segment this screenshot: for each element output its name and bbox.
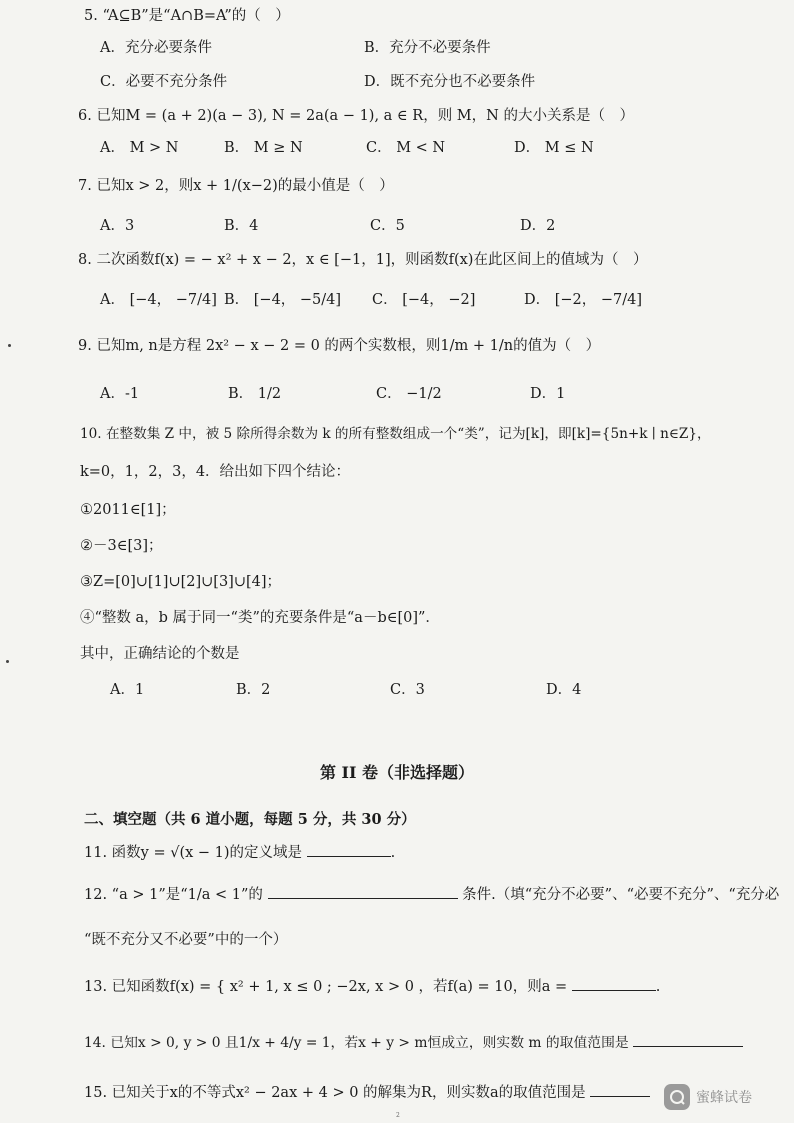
q15-answer-blank[interactable] bbox=[590, 1082, 650, 1097]
q6-option-c: C． M < N bbox=[366, 140, 446, 156]
q5-option-a: A．充分必要条件 bbox=[100, 40, 212, 56]
q11-answer-blank[interactable] bbox=[307, 842, 391, 857]
q7-stem: 7. 已知x > 2，则x + 1/(x−2)的最小值是（ ） bbox=[78, 178, 394, 194]
q8-option-c: C． [−4， −2] bbox=[372, 292, 476, 308]
q9-stem: 9. 已知m, n是方程 2x² − x − 2 = 0 的两个实数根，则1/m + 1/n的值为（ ） bbox=[78, 338, 601, 354]
q15-text: 15. 已知关于x的不等式x² − 2ax + 4 > 0 的解集为R，则实数a的取值范围是 bbox=[84, 1085, 586, 1101]
watermark bbox=[664, 1082, 774, 1112]
q10-stem-line2: k=0，1，2，3，4．给出如下四个结论： bbox=[80, 464, 351, 480]
q10-claim-4: ④“整数 a，b 属于同一“类”的充要条件是“a－b∈[0]”． bbox=[80, 610, 440, 626]
q7-option-c: C．5 bbox=[370, 218, 405, 234]
q7-option-d: D．2 bbox=[520, 218, 556, 234]
q7-option-a: A．3 bbox=[100, 218, 135, 234]
q12-row bbox=[84, 884, 779, 905]
q5-option-c: C．必要不充分条件 bbox=[100, 74, 228, 90]
q10-option-d: D．4 bbox=[546, 682, 582, 698]
q15-row bbox=[84, 1082, 650, 1103]
q7-option-b: B．4 bbox=[224, 218, 259, 234]
q10-claim-1: ①2011∈[1]； bbox=[80, 502, 176, 518]
page-number: 2 bbox=[396, 1112, 400, 1119]
q13-text: 13. 已知函数f(x) = { x² + 1, x ≤ 0 ; −2x, x > 0 ，若f(a) = 10，则a = bbox=[84, 979, 568, 995]
q13-answer-blank[interactable] bbox=[572, 976, 656, 991]
q10-stem-line1: 10. 在整数集 Z 中，被 5 除所得余数为 k 的所有整数组成一个“类”，记为[k]，即[k]={5n+k ∣ n∈Z}， bbox=[80, 426, 711, 442]
q11-end: . bbox=[390, 845, 396, 861]
q14-row bbox=[84, 1032, 743, 1053]
q6-option-a: A． M > N bbox=[100, 140, 179, 156]
q10-option-a: A．1 bbox=[110, 682, 145, 698]
q9-option-b: B． 1/2 bbox=[228, 386, 282, 402]
q10-option-b: B．2 bbox=[236, 682, 271, 698]
bee-logo-icon bbox=[664, 1084, 690, 1110]
section-title: 第 II 卷（非选择题） bbox=[319, 763, 475, 782]
q12-text-line2: “既不充分又不必要”中的一个） bbox=[84, 932, 288, 948]
q10-option-c: C．3 bbox=[390, 682, 425, 698]
q9-option-d: D．1 bbox=[530, 386, 566, 402]
scan-speck bbox=[8, 344, 11, 347]
q8-option-b: B． [−4， −5/4] bbox=[224, 292, 342, 308]
q11-row bbox=[84, 842, 395, 863]
q11-text: 11. 函数y = √(x − 1)的定义域是 bbox=[84, 845, 303, 861]
q5-option-b: B．充分不必要条件 bbox=[364, 40, 491, 56]
section-heading: 二、填空题（共 6 道小题，每题 5 分，共 30 分） bbox=[84, 811, 416, 828]
q12-answer-blank[interactable] bbox=[268, 884, 458, 899]
q13-row bbox=[84, 976, 660, 997]
q8-option-d: D． [−2， −7/4] bbox=[524, 292, 643, 308]
watermark-text: 蜜蜂试卷 bbox=[696, 1090, 752, 1106]
q13-end: . bbox=[655, 979, 661, 995]
q5-stem: 5. “A⊆B”是“A∩B=A”的（ ） bbox=[84, 8, 290, 24]
q10-claim-3: ③Z=[0]∪[1]∪[2]∪[3]∪[4]； bbox=[80, 574, 282, 590]
q12-text: 12. “a > 1”是“1/a < 1”的 bbox=[84, 887, 263, 903]
q9-option-c: C． −1/2 bbox=[376, 386, 442, 402]
q10-claim-2: ②－3∈[3]； bbox=[80, 538, 163, 554]
q8-option-a: A． [−4， −7/4] bbox=[100, 292, 217, 308]
q10-ask: 其中，正确结论的个数是 bbox=[80, 646, 240, 662]
q6-option-b: B． M ≥ N bbox=[224, 140, 303, 156]
q14-text: 14. 已知x > 0, y > 0 且1/x + 4/y = 1，若x + y > m恒成立，则实数 m 的取值范围是 bbox=[84, 1035, 629, 1051]
q8-stem: 8. 二次函数f(x) = − x² + x − 2，x ∈ [−1，1]，则函数f(x)在此区间上的值域为（ ） bbox=[78, 252, 648, 268]
q14-answer-blank[interactable] bbox=[633, 1032, 743, 1047]
q6-option-d: D． M ≤ N bbox=[514, 140, 594, 156]
q6-stem: 6. 已知M = (a + 2)(a − 3), N = 2a(a − 1), a ∈ R，则 M，N 的大小关系是（ ） bbox=[78, 108, 634, 124]
q12-text-tail: 条件.（填“充分不必要”、“必要不充分”、“充分必 bbox=[462, 887, 780, 903]
q9-option-a: A．-1 bbox=[100, 386, 140, 402]
q5-option-d: D．既不充分也不必要条件 bbox=[364, 74, 536, 90]
scan-speck bbox=[6, 660, 9, 663]
